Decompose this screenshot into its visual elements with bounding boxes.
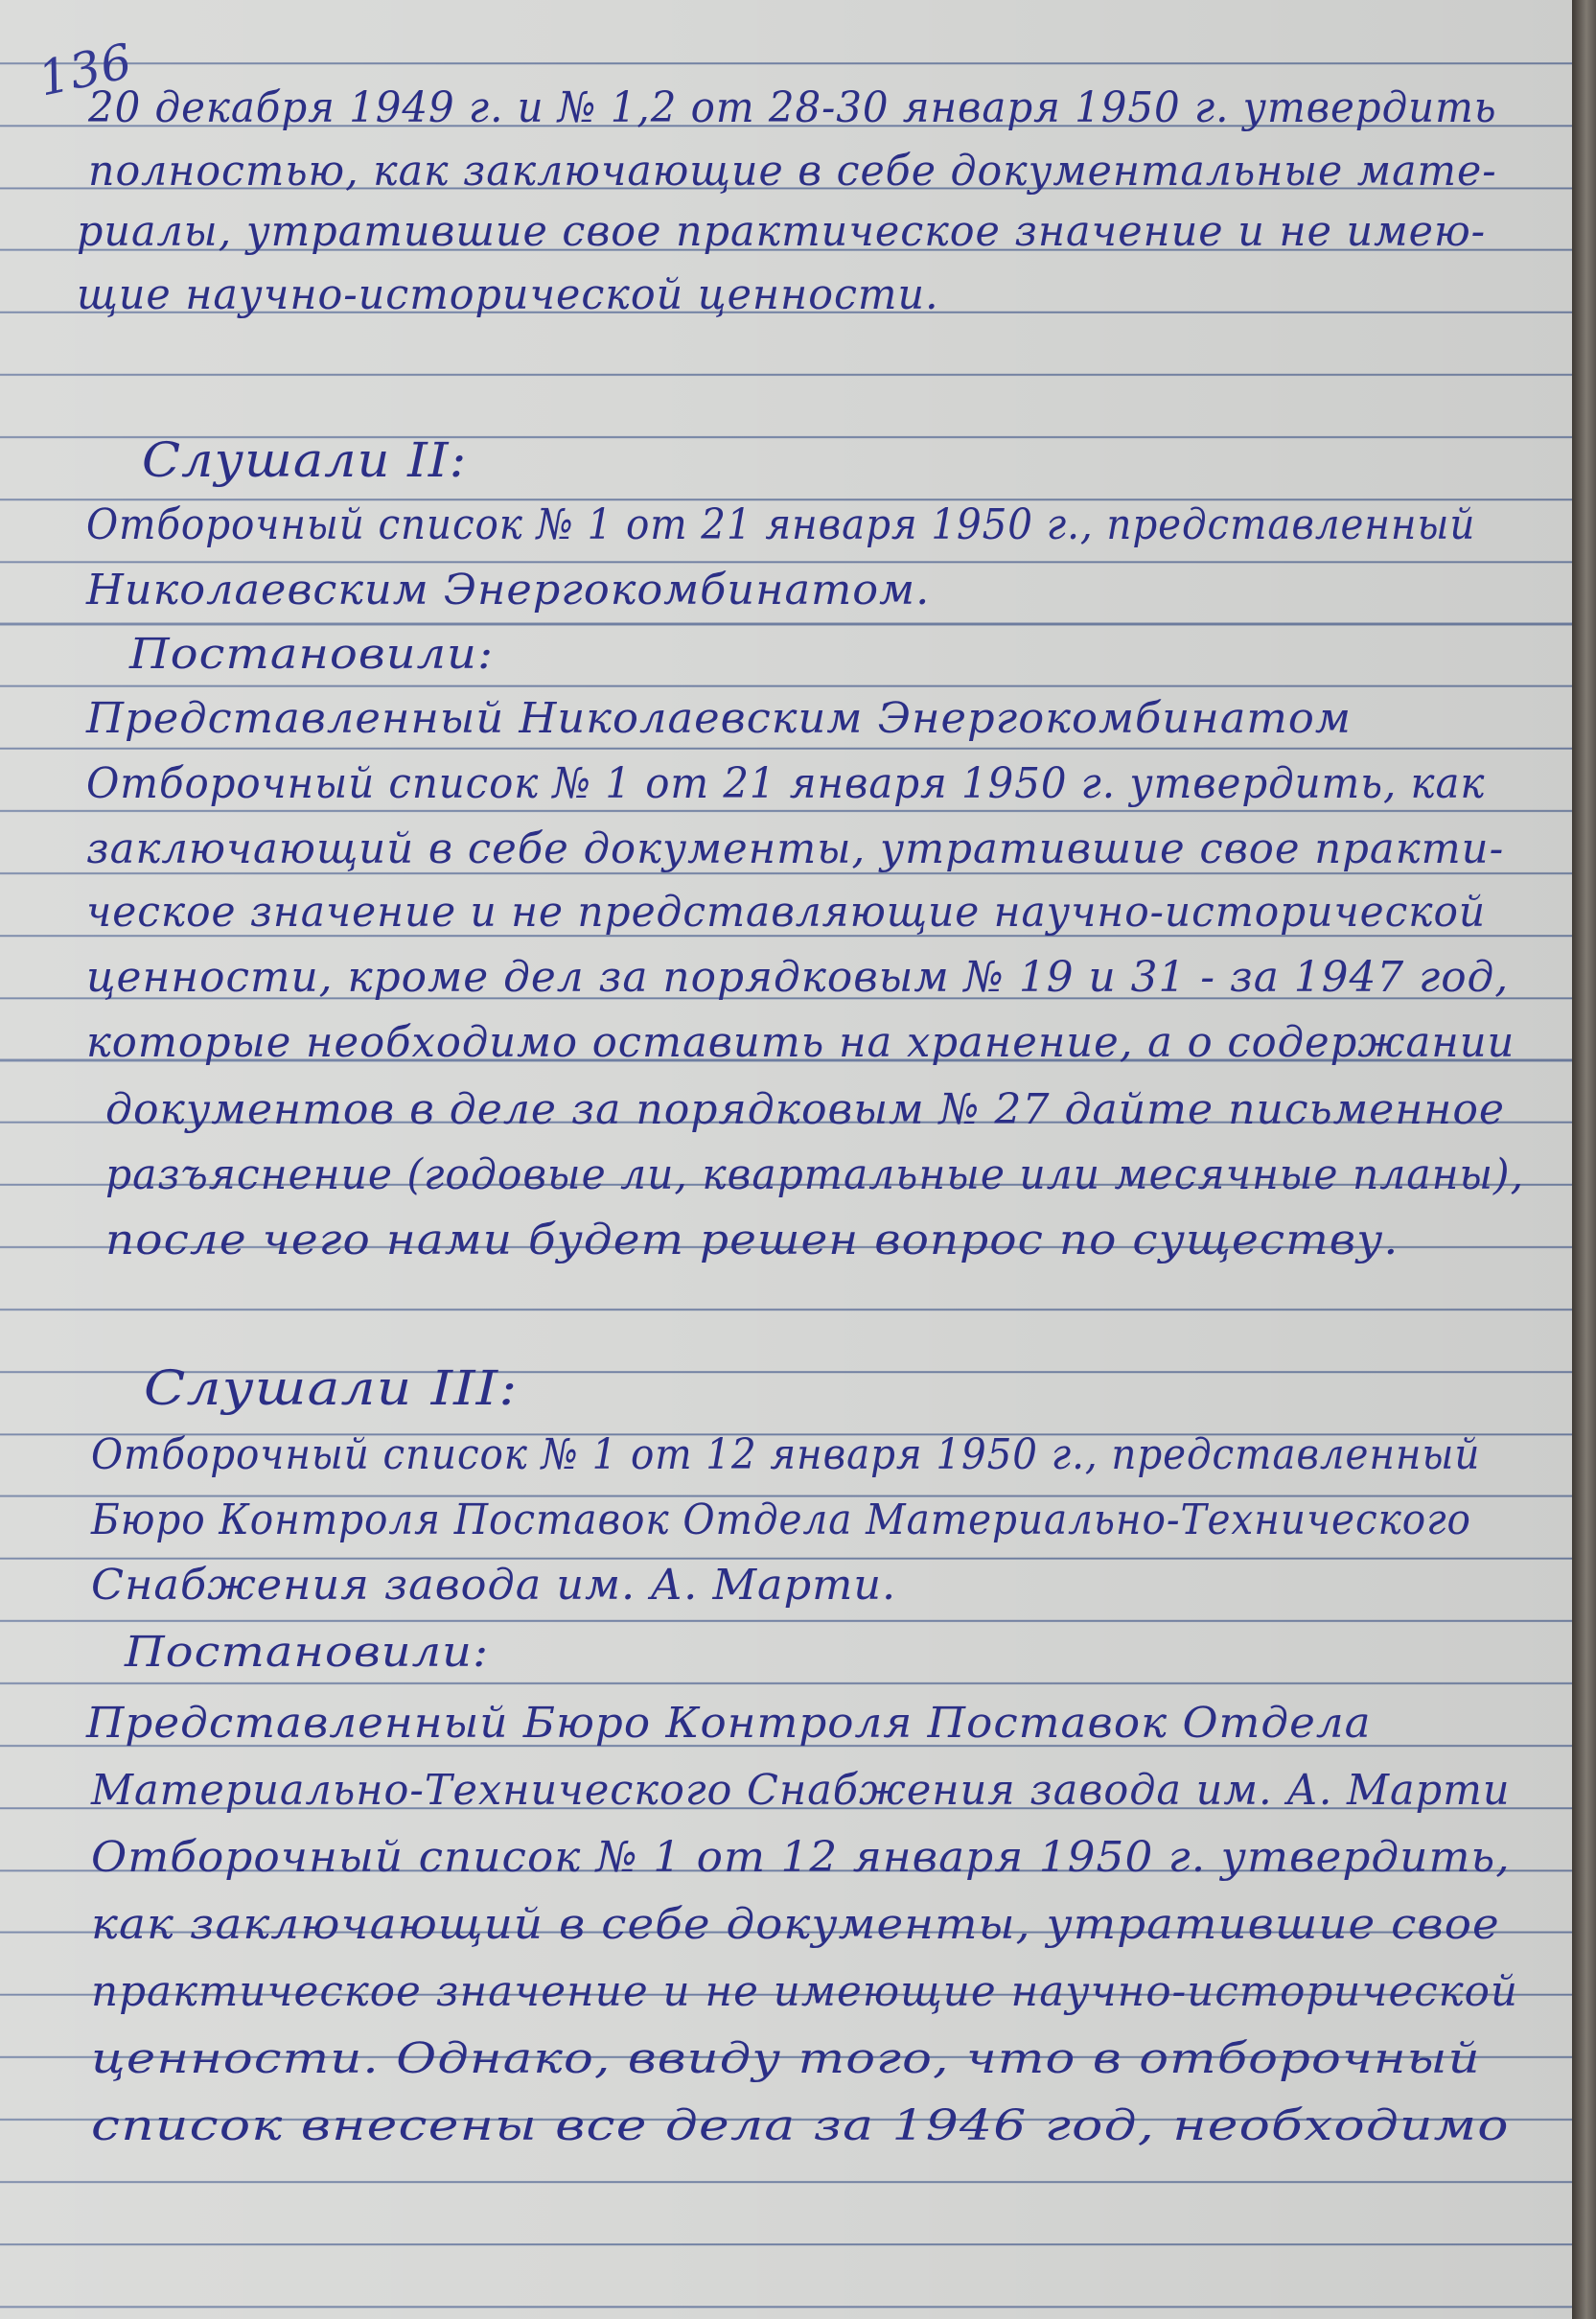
section-heading: Слушали III: [144,1360,519,1416]
notebook-binding [1572,0,1596,2319]
text-line: 20 декабря 1949 г. и № 1,2 от 28-30 января 1950 г. утвердить [88,83,1497,132]
text-line: Постановили: [125,1628,490,1677]
text-line: щие научно-исторической ценности. [77,270,939,319]
text-line: после чего нами будет решен вопрос по существу. [105,1216,1399,1264]
text-line: Снабжения завода им. А. Марти. [91,1561,897,1610]
text-line: ческое значение и не представляющие научно-исторической [86,888,1487,937]
text-line: Бюро Контроля Поставок Отдела Материально-Технического [91,1496,1471,1544]
text-line: Отборочный список № 1 от 21 января 1950 г. утвердить, как [86,759,1486,808]
text-line: Отборочный список № 1 от 12 января 1950 г., представленный [91,1430,1481,1479]
text-line: которые необходимо оставить на хранение, а о содержании [86,1018,1515,1067]
text-line: полностью, как заключающие в себе документальные мате- [88,147,1497,196]
text-line: Представленный Николаевским Энергокомбинатом [86,694,1352,743]
text-line: Отборочный список № 1 от 21 января 1950 г., представленный [86,500,1476,549]
text-line: Николаевским Энергокомбинатом. [86,566,931,615]
text-line: ценности. Однако, ввиду того, что в отборочный [91,2034,1481,2083]
page-number: 136 [34,33,138,107]
text-line: как заключающий в себе документы, утратившие свое [91,1900,1500,1949]
text-line: Отборочный список № 1 от 12 января 1950 г. утвердить, [91,1833,1511,1882]
text-line: риалы, утратившие свое практическое значение и не имею- [77,207,1487,256]
text-line: документов в деле за порядковым № 27 дайте письменное [105,1085,1505,1134]
text-line: Материально-Технического Снабжения завода им. А. Марти [91,1766,1511,1815]
text-line: заключающий в себе документы, утратившие свое практи- [86,824,1505,873]
text-line: практическое значение и не имеющие научно-исторической [91,1967,1519,2016]
text-line: Постановили: [129,630,495,679]
text-line: список внесены все дела за 1946 год, необходимо [91,2101,1510,2150]
text-line: разъяснение (годовые ли, квартальные или месячные планы), [105,1150,1525,1199]
text-line: Представленный Бюро Контроля Поставок Отдела [86,1699,1372,1748]
section-heading: Слушали II: [142,432,468,488]
text-line: ценности, кроме дел за порядковым № 19 и 31 - за 1947 год, [86,953,1510,1002]
